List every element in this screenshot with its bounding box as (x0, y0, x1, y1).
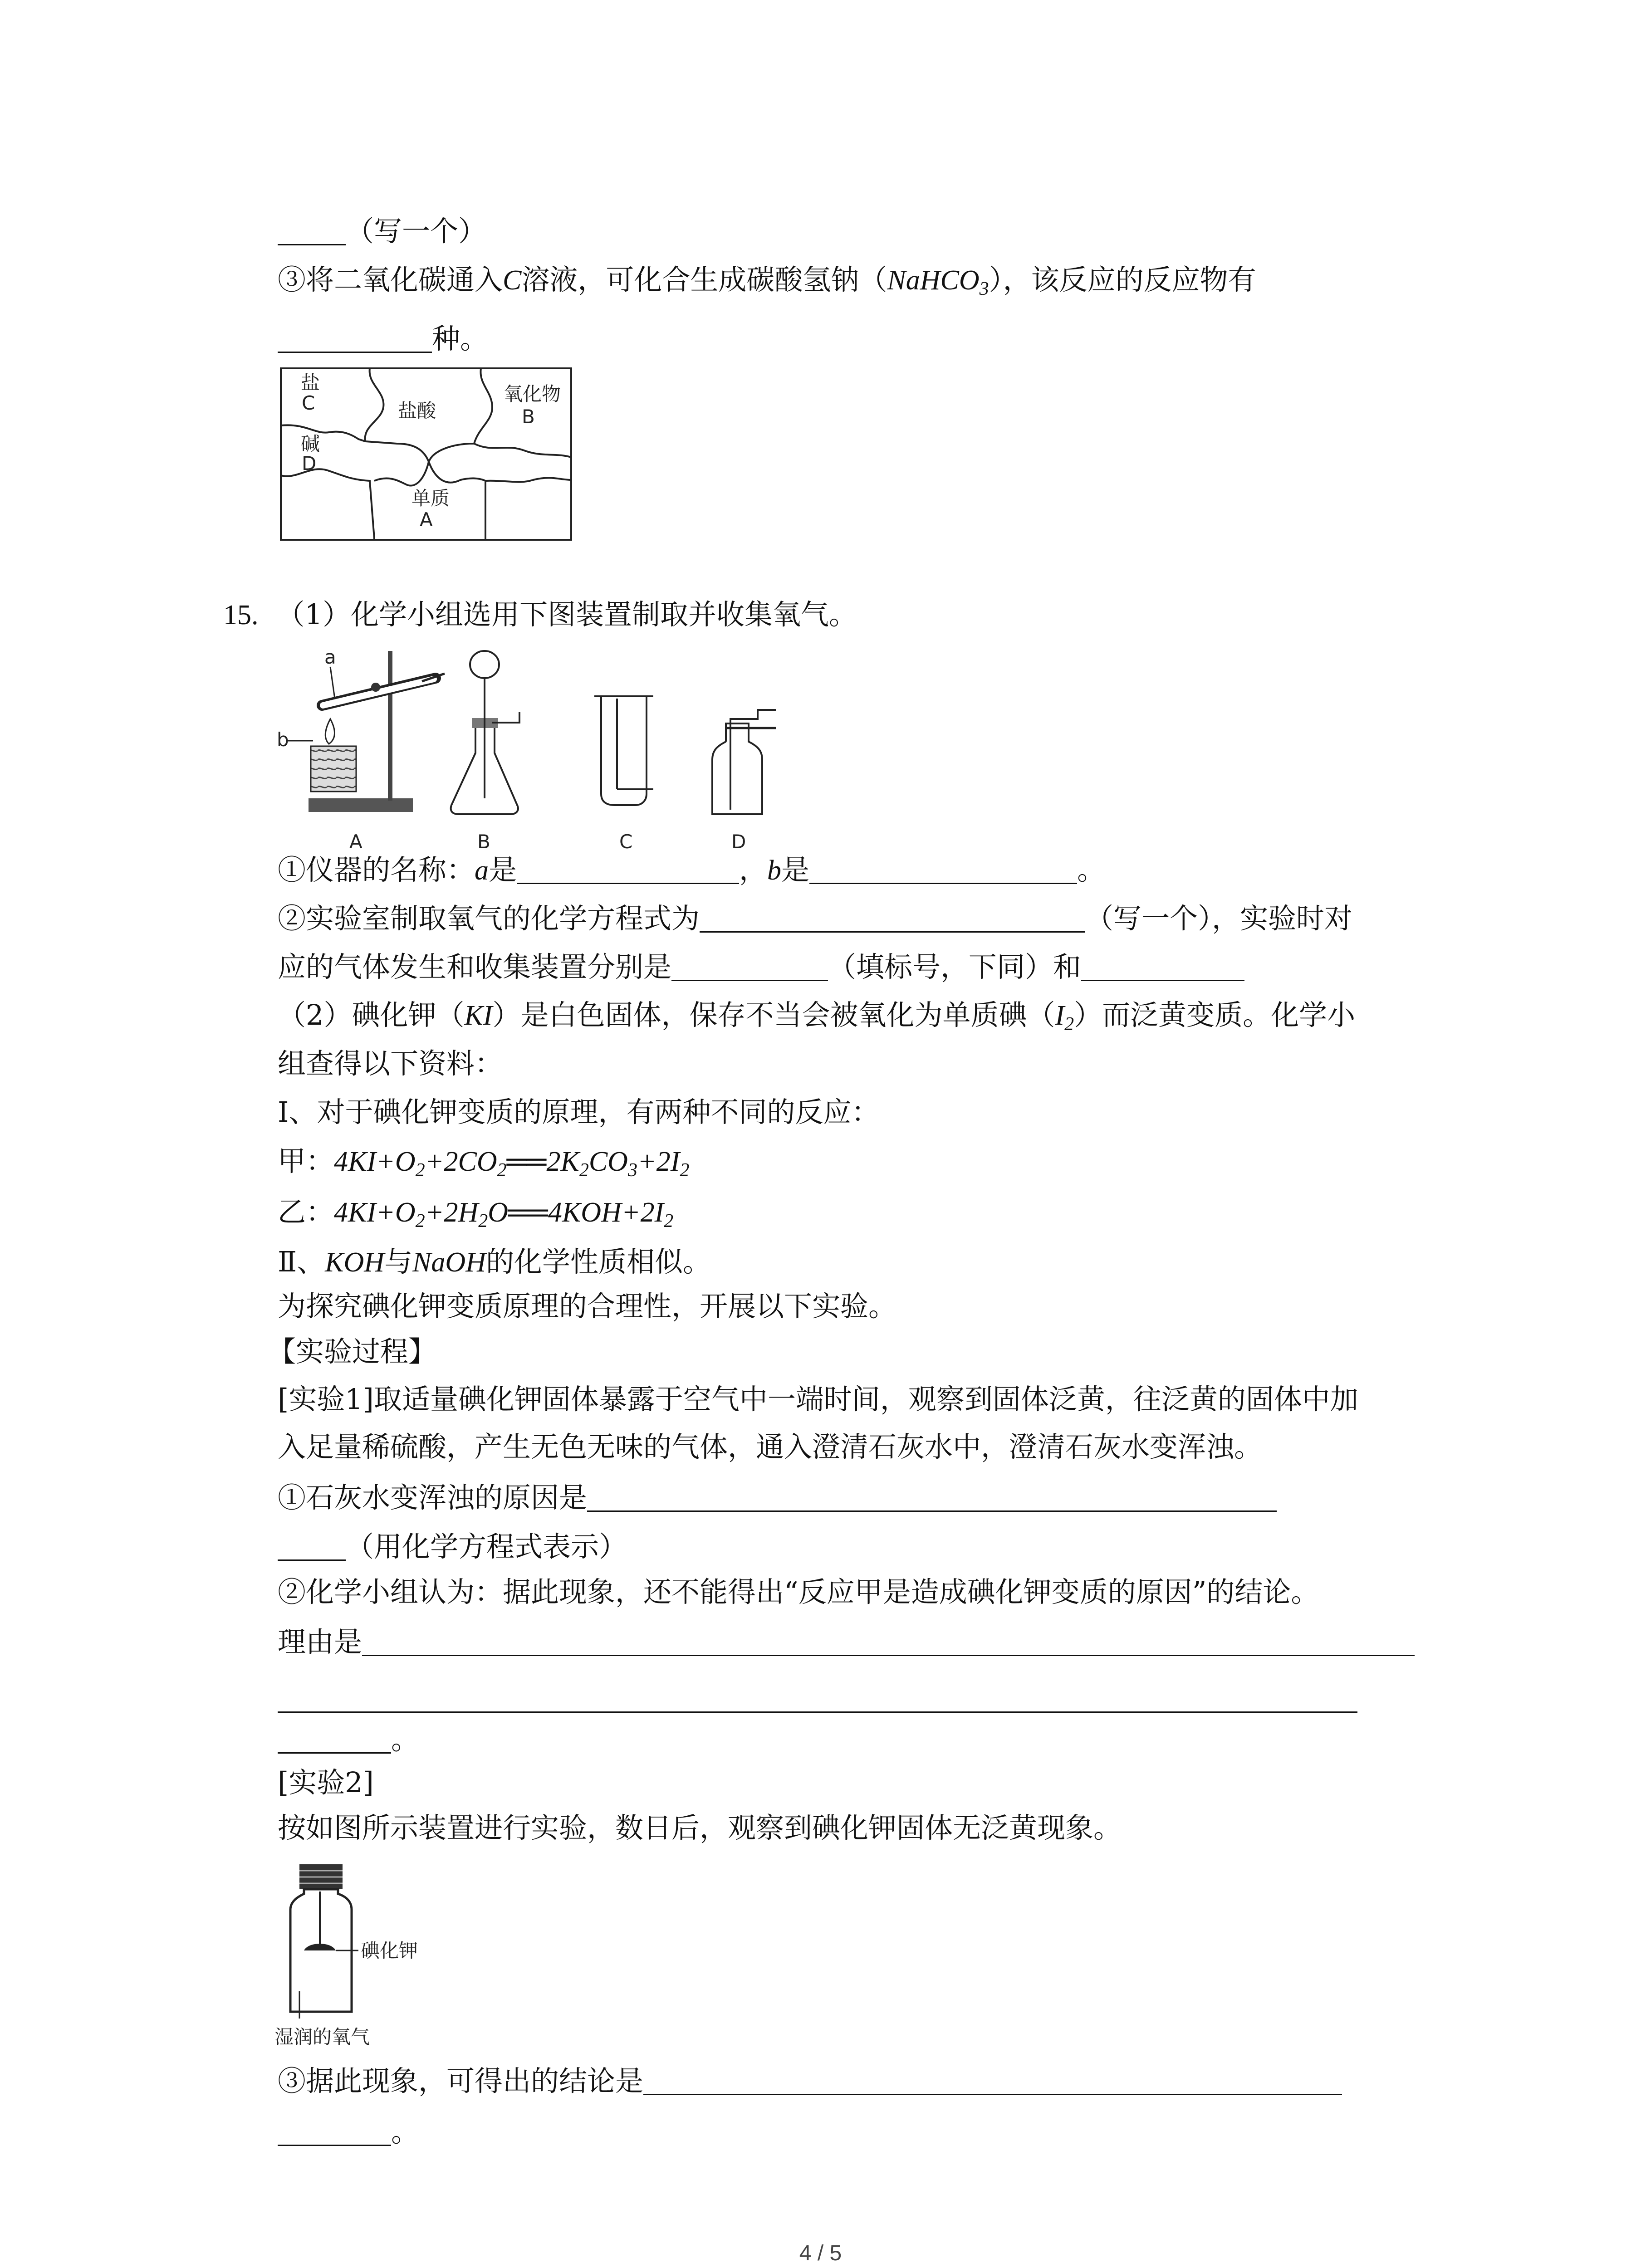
q15-exp2: [实验2] (278, 1766, 374, 1799)
answer-blank[interactable] (278, 214, 346, 245)
q15-exp1-a: [实验1]取适量碘化钾固体暴露于空气中一端时间，观察到固体泛黄，往泛黄的固体中加 (278, 1383, 1358, 1416)
blank-conclusion[interactable] (643, 2064, 1342, 2095)
blank-conclusion-line2[interactable] (278, 2115, 391, 2146)
experiment2-figure (272, 1860, 436, 2050)
q15-q3: ③据此现象，可得出的结论是 (278, 2063, 1342, 2099)
blank-limewater-reason[interactable] (587, 1481, 1277, 1512)
label-humid-oxygen: 湿润的氧气 (274, 2026, 370, 2048)
element-label: 单质 (411, 487, 450, 509)
label-a: a (324, 646, 336, 668)
base-label: 碱 (301, 433, 320, 455)
q15-q2-reason: 理由是 (278, 1624, 1415, 1660)
q14-line-3: ③将二氧化碳通入C溶液，可化合生成碳酸氢钠（NaHCO$_3$），该反应的反应物有 (278, 263, 1256, 299)
q15-q3-end: 。 (278, 2114, 419, 2150)
label-apparatus-D: D (731, 831, 746, 853)
blank-reason-line2[interactable] (278, 1711, 1357, 1713)
blank-instrument-a[interactable] (517, 853, 739, 884)
q15-s2-a: ②实验室制取氧气的化学方程式为 （写一个），实验时对 (278, 902, 1353, 935)
q15-part1: 15. （1）化学小组选用下图装置制取并收集氧气。 (223, 598, 857, 631)
q15-exp1-b: 入足量稀硫酸，产生无色无味的气体，通入澄清石灰水中，澄清石灰水变浑浊。 (278, 1430, 1263, 1463)
q15-part2-a: （2）碘化钾（KI）是白色固体，保存不当会被氧化为单质碘$(I_2)$而泛黄变质。化学小 (278, 998, 1356, 1035)
blank-reason-line1[interactable] (362, 1625, 1415, 1656)
blank-generator[interactable] (671, 950, 828, 981)
q15-q1-end: （用化学方程式表示） (278, 1529, 627, 1565)
q14-line-4: 种。 (278, 321, 488, 357)
answer-blank[interactable] (278, 1530, 346, 1561)
q15-q2: ②化学小组认为：据此现象，还不能得出“反应甲是造成碘化钾变质的原因”的结论。 (278, 1575, 1319, 1608)
label-potassium-iodide: 碘化钾 (361, 1940, 418, 1962)
q15-info2: Ⅱ、KOH与NaOH的化学性质相似。 (278, 1245, 711, 1278)
classification-puzzle-figure (279, 367, 574, 543)
q15-purpose: 为探究碘化钾变质原理的合理性，开展以下实验。 (278, 1290, 897, 1323)
equation-jia: 甲：$4KI+O_2+2CO_2══2K_2CO_3+2I_2$ (278, 1144, 690, 1181)
q15-q1: ①石灰水变浑浊的原因是 (278, 1480, 1277, 1516)
question-number: 15. (223, 600, 259, 631)
answer-blank[interactable] (278, 322, 432, 353)
label-apparatus-C: C (619, 831, 633, 853)
q15-s1: ①仪器的名称：a是 ，b是 。 (278, 853, 1106, 886)
base-letter: D (302, 452, 317, 474)
q15-exp2-desc: 按如图所示装置进行实验，数日后，观察到碘化钾固体无泛黄现象。 (278, 1811, 1122, 1844)
salt-letter: C (302, 392, 315, 414)
label-apparatus-A: A (349, 831, 362, 853)
q15-info1: Ⅰ、对于碘化钾变质的原理，有两种不同的反应： (278, 1095, 880, 1129)
spoon-with-ki (304, 1944, 336, 1950)
blank-collector[interactable] (1081, 950, 1244, 981)
element-letter: A (420, 508, 433, 531)
equation-yi: 乙：$4KI+O_2+2H_2O══4KOH+2I_2$ (278, 1195, 674, 1232)
apparatus-figure (272, 637, 862, 855)
blank-equation[interactable] (700, 901, 1085, 933)
q14-line-write-one: （写一个） (278, 213, 486, 249)
collection-bottle-d (712, 723, 762, 814)
acid-label: 盐酸 (398, 400, 436, 422)
q15-reason-end: 。 (278, 1721, 419, 1758)
page-number: 4 / 5 (799, 2241, 842, 2265)
oxide-letter: B (522, 406, 535, 428)
q15-process-heading: 【实验过程】 (268, 1335, 437, 1368)
q15-s2-c: 应的气体发生和收集装置分别是 （填标号，下同）和 (278, 949, 1244, 985)
salt-label: 盐 (301, 371, 320, 394)
blank-reason-line3[interactable] (278, 1722, 391, 1754)
label-b: b (277, 728, 289, 751)
label-apparatus-B: B (477, 831, 490, 853)
stand-base (309, 798, 413, 812)
q15-part2-d: 组查得以下资料： (278, 1047, 503, 1080)
blank-instrument-b[interactable] (809, 853, 1077, 884)
oxide-label: 氧化物 (504, 383, 561, 405)
